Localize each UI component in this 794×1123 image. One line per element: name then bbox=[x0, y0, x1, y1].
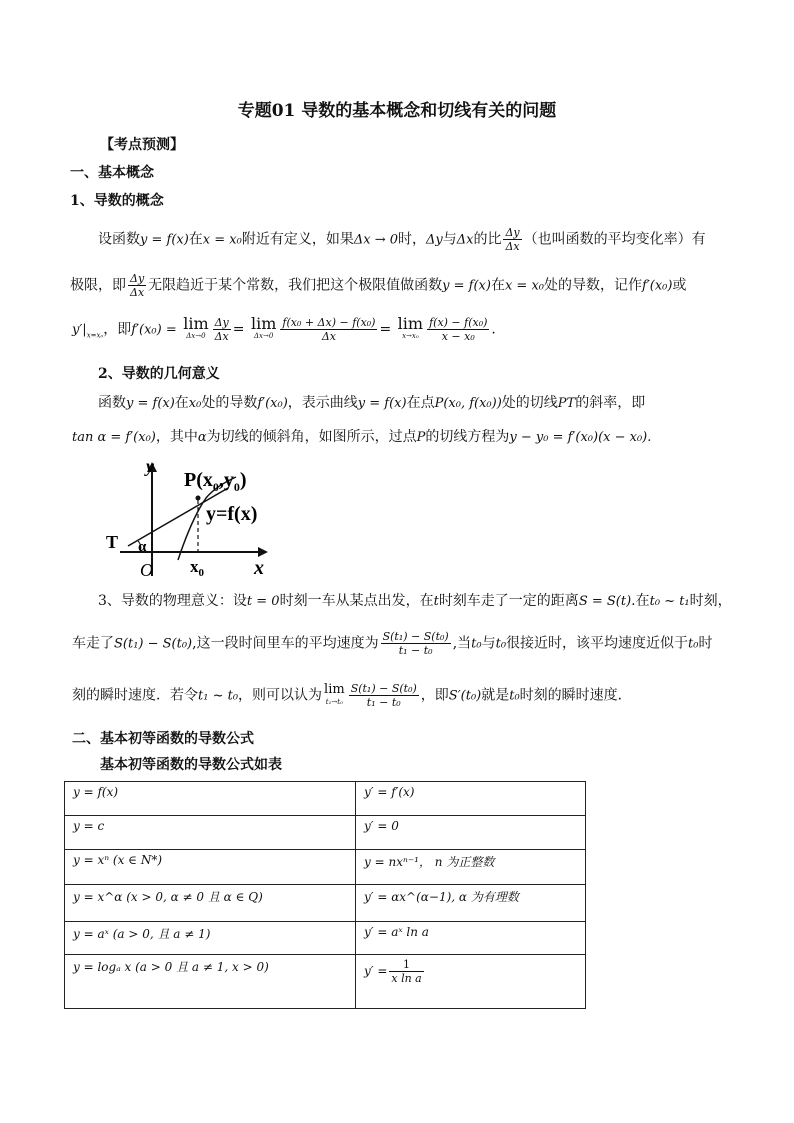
section-basic-concepts: 一、基本概念 bbox=[70, 165, 154, 181]
geometric-line-1: 函数y = f(x)在x₀处的导数f′(x₀)，表示曲线y = f(x)在点P(x₀, f(x₀))处的切线PT的斜率，即 bbox=[98, 395, 646, 411]
table-row bbox=[65, 955, 586, 1009]
subsection-derivative-concept: 1、导数的概念 bbox=[70, 193, 164, 209]
page-title: 专题01 导数的基本概念和切线有关的问题 bbox=[237, 101, 557, 121]
table-cell-derivative: y′ = 0 bbox=[356, 816, 586, 850]
table-row bbox=[65, 850, 586, 885]
subsection-geometric-meaning: 2、导数的几何意义 bbox=[98, 366, 220, 382]
T-label: T bbox=[106, 532, 119, 552]
concept-line-2: 极限，即 $\frac{\Delta y}{\Delta x}$ 无限趋近于某个常数，我们把这个极限值做函数y = f(x)在x = x₀处的导数，记作f′(x₀)或 bbox=[70, 272, 687, 299]
curve-label: y=f(x) bbox=[206, 503, 258, 525]
table-row bbox=[65, 782, 586, 816]
geometric-line-2: tan α = f′(x₀)，其中α为切线的倾斜角，如图所示，过点P的切线方程为y − y₀ = f′(x₀)(x − x₀). bbox=[72, 429, 652, 445]
physical-line-1: 3、导数的物理意义：设t = 0时刻一车从某点出发，在t时刻车走了一定的距离S = S(t).在t₀ ~ t₁时刻， bbox=[98, 593, 732, 609]
table-cell-derivative: y′ = aˣ ln a bbox=[356, 922, 586, 955]
table-cell-function: y = x^α (x > 0, α ≠ 0 且 α ∈ Q) bbox=[65, 885, 356, 922]
physical-line-2: 车走了S(t₁) − S(t₀),这一段时间里车的平均速度为 $\frac{\text{S(t₁) − S(t₀)}}{\text{t₁ − t₀}}$ ,当t₀与t₀很接近时，该平均速度近似于t₀时 bbox=[72, 630, 713, 657]
table-cell-function: y = logₐ x (a > 0 且 a ≠ 1, x > 0) bbox=[65, 955, 356, 1009]
ratio-fraction: $\frac{\Delta y}{\Delta x}$ bbox=[505, 226, 520, 253]
table-row bbox=[65, 922, 586, 955]
section-derivative-formulas: 二、基本初等函数的导数公式 bbox=[72, 731, 254, 747]
x-axis-label: x bbox=[254, 557, 264, 579]
table-cell-derivative: y = nxⁿ⁻¹， n 为正整数 bbox=[356, 850, 586, 885]
derivative-limit-formula: $y'|_{x=x_0}$，即f′(x₀) = lim Δx→0 $\frac{\Delta y}{\Delta x}$ = lim Δx→0 $\frac{\text{f(x₀ + Δx) − f(x₀)}}{\Delta x}$ = lim x→x₀ $\frac{\text{f(x) − f(x₀)}}{\text{x − x₀}}$ . bbox=[72, 313, 496, 343]
x0-label: $x_0$ bbox=[190, 557, 204, 579]
formula-table-caption: 基本初等函数的导数公式如表 bbox=[100, 757, 282, 773]
table-cell-function: y = c bbox=[65, 816, 356, 850]
table-cell-derivative: y′ = $\frac{1}{\text{x ln a}}$ bbox=[356, 955, 586, 1009]
P-label: $P(x_0,y_0)$ bbox=[184, 469, 247, 494]
table-cell-derivative: y′ = αx^(α−1), α 为有理数 bbox=[356, 885, 586, 922]
table-cell-derivative: y′ = f′(x) bbox=[356, 782, 586, 816]
physical-line-3: 刻的瞬时速度．若令t₁ ~ t₀，则可以认为 lim t₁→t₀ $\frac{\text{S(t₁) − S(t₀)}}{\text{t₁ − t₀}}$ ，即S′(t₀)就是t₀时刻的瞬时速度． bbox=[72, 681, 632, 709]
table-cell-function: y = aˣ (a > 0, 且 a ≠ 1) bbox=[65, 922, 356, 955]
alpha-label: α bbox=[138, 539, 147, 555]
table-cell-function: y = xⁿ (x ∈ N*) bbox=[65, 850, 356, 885]
table-row bbox=[65, 816, 586, 850]
origin-label: O bbox=[140, 560, 153, 580]
tangent-figure bbox=[100, 452, 280, 582]
section-kaodian: 【考点预测】 bbox=[100, 137, 184, 153]
table-cell-function: y = f(x) bbox=[65, 782, 356, 816]
derivative-formula-table bbox=[64, 781, 586, 1009]
x-axis-arrow bbox=[258, 547, 268, 557]
y-axis-label: y bbox=[146, 456, 154, 476]
concept-line-1: 设函数y = f(x)在x = x₀附近有定义，如果Δx → 0时，Δy与Δx的比 $\frac{\Delta y}{\Delta x}$ （也叫函数的平均变化率）有 bbox=[98, 226, 706, 253]
tangent-point bbox=[196, 496, 201, 501]
table-row bbox=[65, 885, 586, 922]
